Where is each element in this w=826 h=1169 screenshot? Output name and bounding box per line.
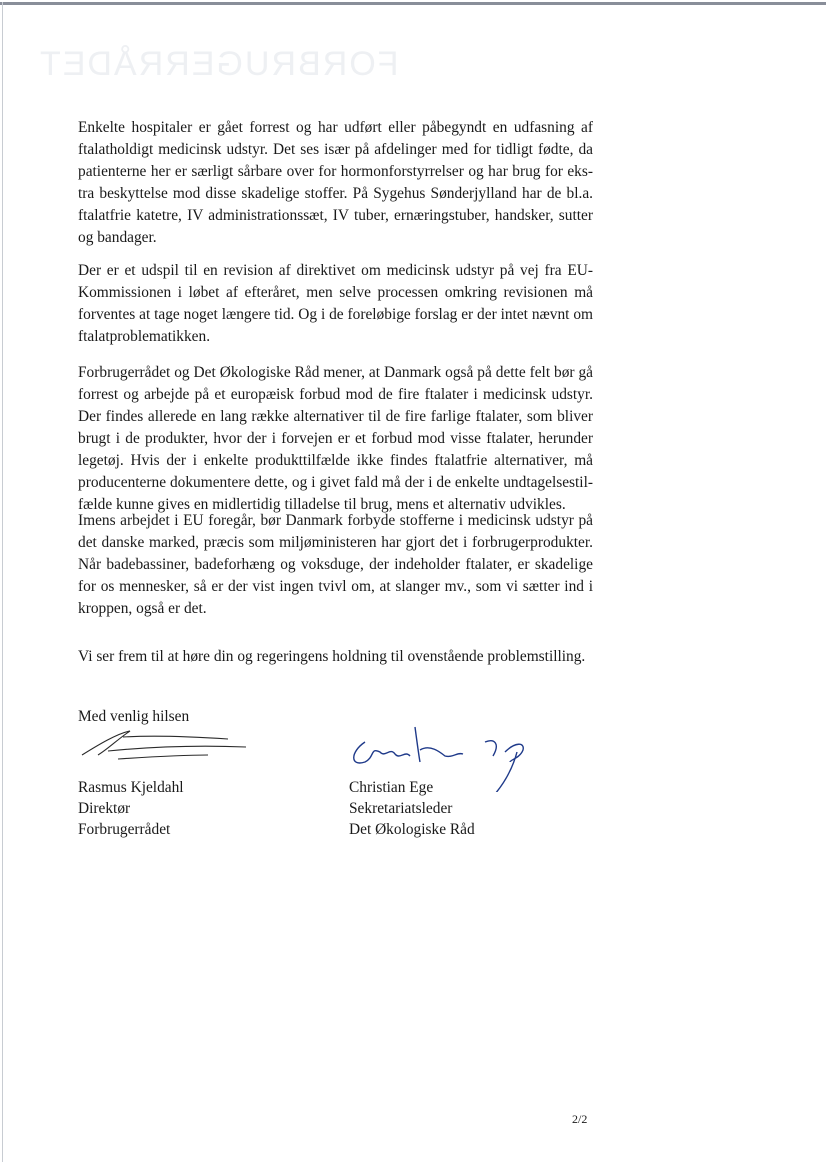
text-line: Forbrugerrådet og Det Økologiske Råd mener, at Danmark også på dette felt bør gå [78,364,593,381]
text-line: Der er et udspil til en revision af direktivet om medicinsk udstyr på vej fra EU- [78,262,593,279]
signatory-org: Forbrugerrådet [78,821,171,838]
signatory-title: Direktør [78,800,131,817]
paragraph [78,362,593,516]
scan-edge [0,2,826,5]
signatory-title: Sekretariatsleder [349,800,453,817]
signatory-org: Det Økologiske Råd [349,821,475,838]
text-line: Når badebassiner, badeforhæng og voksduge, der indeholder ftalater, er skadelige [78,556,593,573]
text-line: det danske marked, præcis som miljøministeren har gjort det i forbrugerprodukter. [78,534,593,551]
signatory-left [78,777,184,840]
signatory-name: Rasmus Kjeldahl [78,779,184,796]
text-line: Imens arbejdet i EU foregår, bør Danmark forbyde stofferne i medicinsk udstyr på [78,512,593,529]
paragraph [78,117,593,249]
text-line: forventes at tage noget længere tid. Og i de foreløbige forslag er der intet nævnt om [78,306,593,323]
text-line: Vi ser frem til at høre din og regeringens holdning til ovenstående problemstilling. [78,648,586,665]
signature-rasmus-kjeldahl [78,725,253,770]
text-line: ftalatfrie katetre, IV administrationssæt, IV tuber, ernæringstuber, handsker, sutter [78,207,593,224]
text-line: Enkelte hospitaler er gået forrest og har udført eller påbegyndt en udfasning af [78,119,593,136]
scan-edge-left [2,2,3,1162]
text-line: producenterne dokumentere dette, og i givet fald må der i de enkelte undtagelsestil- [78,474,593,491]
text-line: brugt i de produkter, hvor der i forvejen er et forbud mod visse ftalater, herunder [78,430,593,447]
paragraph [78,260,593,348]
signatory-name: Christian Ege [349,779,434,796]
closing: Med venlig hilsen [78,708,190,725]
text-line: Der findes allerede en lang række alternativer til de fire farlige ftalater, som bliver [78,408,593,425]
text-line: tra beskyttelse mod disse skadelige stoffer. På Sygehus Sønderjylland har de bl.a. [78,185,593,202]
text-line: fælde kunne gives en midlertidig tilladelse til brug, mens et alternativ udvikles. [78,496,566,513]
paragraph [78,510,593,620]
text-line: Kommissionen i løbet af efteråret, men selve processen omkring revisionen må [78,284,593,301]
text-line: legetøj. Hvis der i enkelte produkttilfælde ikke findes ftalatfrie alternativer, må [78,452,593,469]
text-line: kroppen, også er det. [78,600,207,617]
signatory-right [349,777,475,840]
text-line: ftalatholdigt medicinsk udstyr. Det ses især på afdelinger med for tidligt fødte, da [78,141,593,158]
page-number: 2/2 [572,1112,588,1126]
text-line: ftalatproblematikken. [78,328,211,345]
text-line: for os mennesker, så er der vist ingen tvivl om, at slanger mv., som vi sætter ind i [78,578,593,595]
text-line: forrest og arbejde på et europæisk forbud mod de fire ftalater i medicinsk udstyr. [78,386,593,403]
paragraph [78,646,593,668]
letterhead-watermark: FORBRUGERRÅDET [38,45,399,83]
text-line: patienterne her er særligt sårbare over for hormonforstyrrelser og har brug for eks- [78,163,593,180]
text-line: og bandager. [78,229,157,246]
